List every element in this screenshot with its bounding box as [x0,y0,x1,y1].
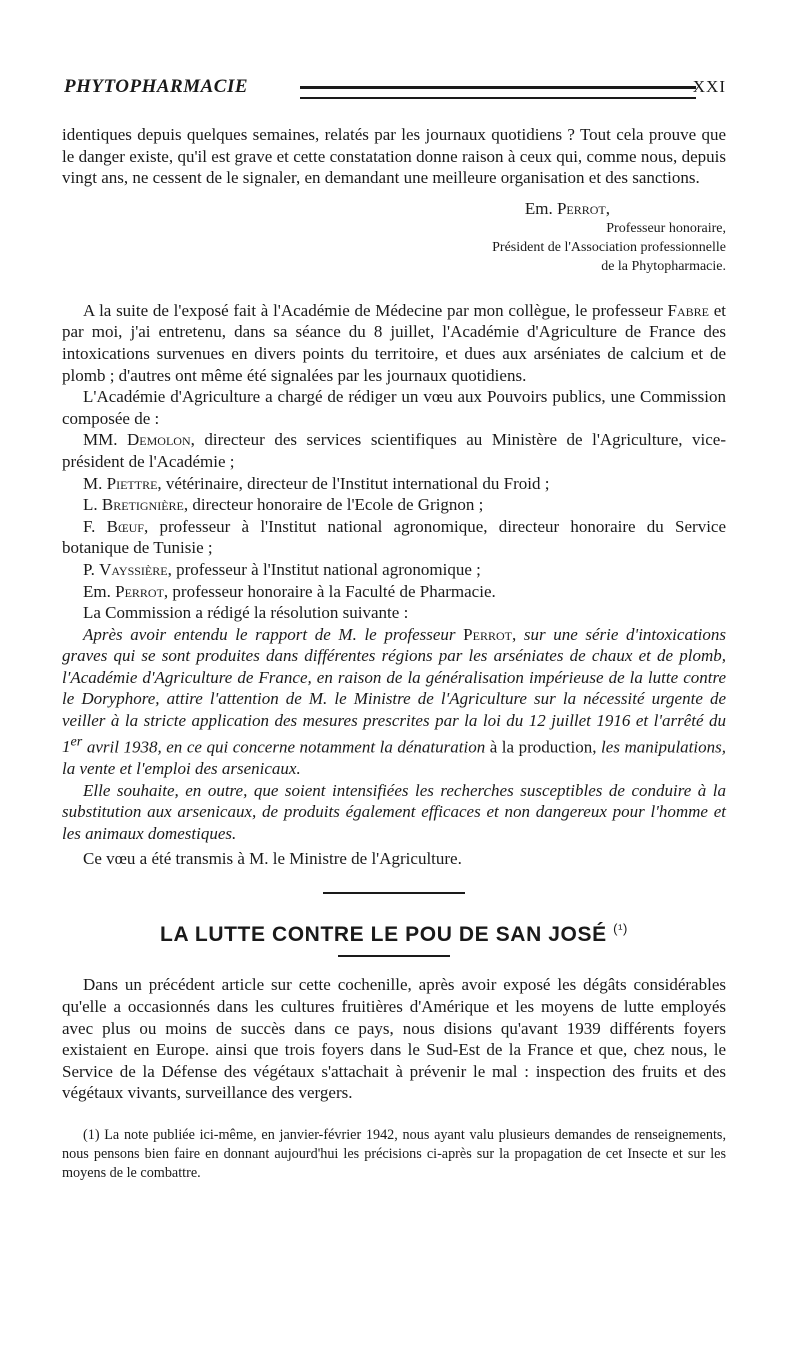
person-name-fabre: Fabre [667,300,709,320]
signature-prefix: Em. [524,198,553,218]
article-separator-rule [323,892,465,894]
member-name: Demolon, [127,430,195,450]
member-prefix: Em. [83,581,111,601]
resolution-part-a: Après avoir entendu le rapport de M. le professeur [83,624,456,644]
page-body [62,124,726,1182]
signature-block [272,198,726,276]
member-role: professeur à l'Institut national agronomique, directeur honoraire du Service botanique de Tunisie ; [62,516,727,558]
member-role: professeur à l'Institut national agronomique ; [176,559,481,579]
member-name: Perrot, [115,581,169,601]
signature-name [272,198,610,219]
person-name-perrot: Perrot, [463,624,517,644]
resolution-date [62,733,83,757]
member-prefix: MM. [83,430,118,450]
member-name: Bœuf, [106,516,149,536]
member-item [62,494,726,516]
title-underline-rule [338,955,450,957]
paragraph-commission: L'Académie d'Agriculture a chargé de rédiger un vœu aux Pouvoirs publics, une Commission composée de : [62,387,726,428]
article-title-text: LA LUTTE CONTRE LE POU DE SAN JOSÉ [160,922,607,946]
footnote-mark: (¹) [613,920,628,936]
resolution-part-c: sur une série d'intoxications graves qui se sont produites dans différentes régions par les arséniates de chaux et de plomb, l'Académie d'Agriculture de France, en raison de la généralisation impérieuse de la lutte contre le Doryphore, attire l'attention de M. le Ministre de l'Agriculture sur la nécessité urgente de veiller à la stricte application des mesures prescrites par la loi du 12 juillet 1916 et l'arrêté du [62,624,727,731]
member-prefix: L. [83,495,98,515]
running-title: PHYTOPHARMACIE [64,76,249,97]
member-prefix: F. [83,516,96,536]
resolution-part-f: à la production, [489,737,597,757]
member-role: directeur des services scientifiques au Ministère de l'Agriculture, vice-président de l'Académie ; [62,430,726,471]
paragraph-resolution-intro: La Commission a rédigé la résolution suivante : [83,603,409,623]
member-role: professeur honoraire à la Faculté de Pharmacie. [172,581,496,601]
paragraph-academy-text-a: A la suite de l'exposé fait à l'Académie de Médecine par mon collègue, le professeur [83,300,663,320]
member-name: Vayssière, [99,559,172,579]
member-item [62,429,726,472]
member-item [62,473,726,495]
member-role: vétérinaire, directeur de l'Institut international du Froid ; [165,473,550,493]
resolution-text [62,624,726,780]
signature-surname: Perrot, [556,198,610,218]
member-role: directeur honoraire de l'Ecole de Grignon ; [192,495,484,515]
signature-title-1: Professeur honoraire, [606,220,726,236]
member-item [62,516,726,559]
header-double-rule [300,86,696,99]
article-title [62,918,726,946]
article-paragraph: Dans un précédent article sur cette cochenille, après avoir exposé les dégâts considérables qu'elle a occasionnés dans les cultures fruitières d'Amérique et les moyens de lutte employés avec plus ou moins de succès dans ce pays, nous disions qu'avant 1939 différents foyers existaient en Europe. ainsi que trois foyers dans le Sud-Est de la France et que, chez nous, le Service de la Défense des végétaux s'attachait à prévenir le mal : inspection des fruits et des végétaux vivants, surveillance des vergers. [62,975,726,1103]
footnote: (1) La note publiée ici-même, en janvier-février 1942, nous ayant valu plusieurs demandes de renseignements, nous pensons bien faire en donnant aujourd'hui les précisions ci-après sur la propagation de cet Insecte et sur les moyens de le combattre. [62,1127,726,1181]
member-name: Bretignière, [101,495,189,515]
member-name: Piettre, [106,473,162,493]
resolution-date-ordinal: er [70,733,83,750]
member-prefix: M. [83,473,103,493]
page-header [62,76,726,106]
resolution-text-2 [62,780,726,845]
resolution-wish: Elle souhaite, en outre, que soient intensifiées les recherches susceptibles de conduire à la substitution aux arsenicaux, de produits également efficaces et non dangereux pour l'homme et les animaux domestiques. [62,780,726,843]
paragraph-continuation: identiques depuis quelques semaines, relatés par les journaux quotidiens ? Tout cela prouve que le danger existe, qu'il est grave et cette constatation donne raison à ceux qui, comme nous, depuis vingt ans, ne cessent de le signaler, en demandant une meilleure organisation et des sanctions. [62,125,726,188]
member-prefix: P. [83,559,95,579]
page-number: XXI [692,77,726,96]
paragraph-transmitted: Ce vœu a été transmis à M. le Ministre de l'Agriculture. [83,849,462,869]
resolution-part-e: avril 1938, en ce qui concerne notamment la dénaturation [86,737,486,757]
paragraph-academy-text-c: et par moi, j'ai entretenu, dans sa séance du 8 juillet, l'Académie d'Agriculture de France des intoxications survenues en divers points du territoire, et dues aux arséniates de calcium et de plomb ; d'autres ont même été signalées par les journaux quotidiens. [62,300,727,385]
signature-title-3: de la Phytopharmacie. [601,258,726,274]
member-item [62,581,726,603]
resolution-date-day: 1 [62,737,71,757]
member-item [62,559,726,581]
signature-title-2: Président de l'Association professionnelle [492,239,726,255]
resolution-part-g: les manipulations, la vente et l'emploi des arsenicaux. [62,737,726,778]
paragraph-academy [62,300,726,386]
